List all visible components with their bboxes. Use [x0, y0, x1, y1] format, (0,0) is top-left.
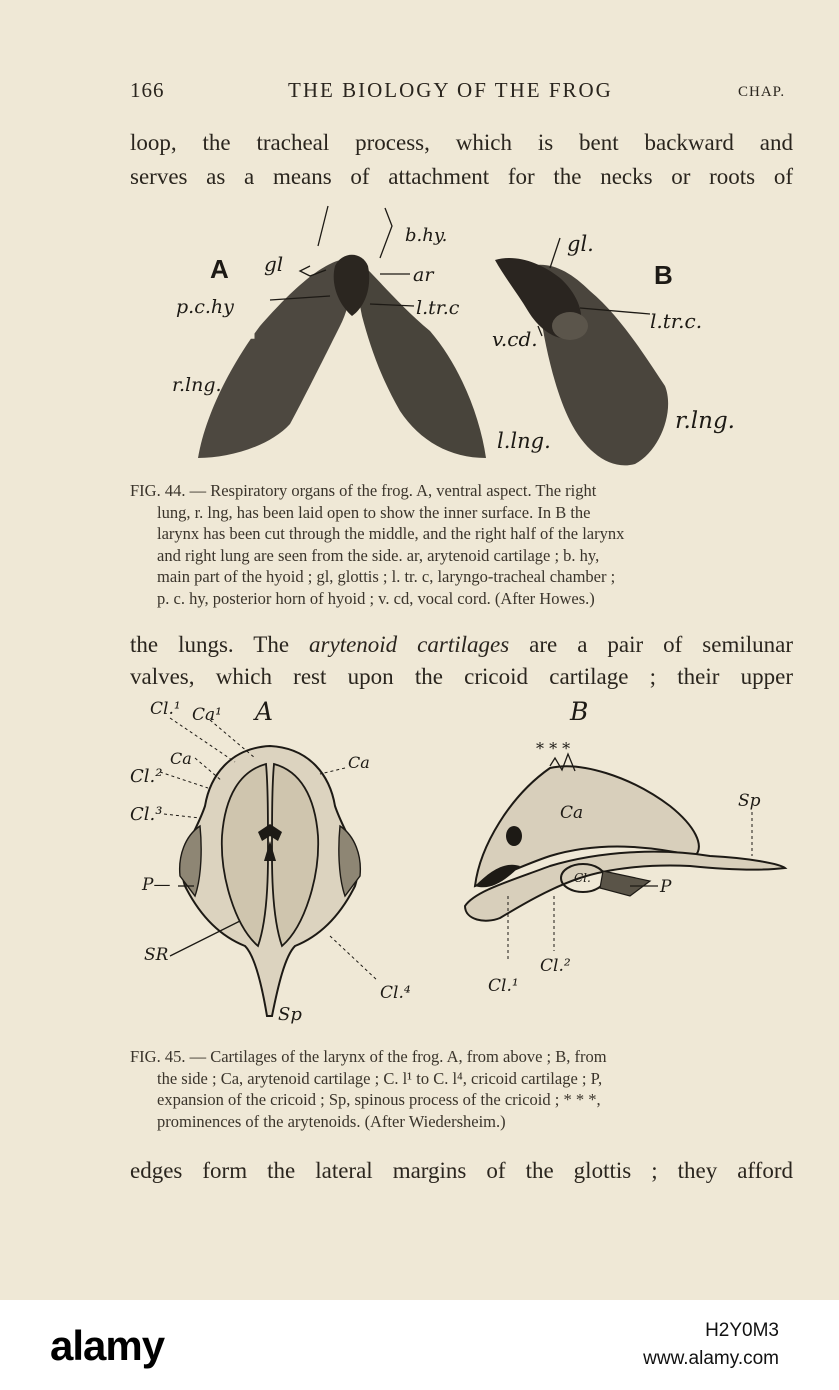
fig44-label-gl: gl: [264, 252, 284, 276]
site-link[interactable]: www.alamy.com: [643, 1348, 779, 1369]
fig45-label-sr: SR: [144, 945, 169, 965]
fig44-lung-left-a: [357, 260, 486, 458]
body-line-1: loop, the tracheal process, which is bent backward and: [130, 130, 793, 155]
caption-line: expansion of the cricoid ; Sp, spinous process of the cricoid ; * * *,: [157, 1090, 601, 1109]
fig45-label-a: A: [255, 697, 274, 726]
fig44-label-gl-b: gl.: [567, 232, 594, 256]
caption-line: lung, r. lng, has been laid open to show the inner surface. In B the: [157, 502, 591, 522]
fig44-label-v-cd: v.cd.: [492, 327, 538, 351]
fig44-label-l-lng: l.lng.: [497, 429, 551, 453]
fig44-label-l-tr-c-b: l.tr.c.: [650, 309, 703, 333]
fig44-label-p-c-hy: p.c.hy: [176, 296, 234, 318]
image-meta: [643, 1320, 779, 1370]
image-id: H2Y0M3: [705, 1320, 779, 1341]
fig45-cricoid-outline-a: [182, 746, 357, 1016]
text-fragment: the lungs.: [130, 632, 234, 657]
fig45-label-cl-b: Cl.: [574, 871, 591, 885]
text-fragment: are a pair of semilunar: [529, 632, 794, 657]
body-line-4: valves, which rest upon the cricoid cartilage ; their upper: [130, 664, 793, 689]
fig45-label-stars: * * *: [536, 739, 571, 758]
fig45-label-p-b: P: [660, 877, 672, 897]
fig45-label-p: P—: [142, 875, 171, 895]
body-line-5: edges form the lateral margins of the glottis ; they afford: [130, 1158, 793, 1183]
brand-logo[interactable]: alamy: [50, 1322, 165, 1369]
caption-line: the side ; Ca, arytenoid cartilage ; C. l¹ to C. l⁴, cricoid cartilage ; P,: [157, 1068, 603, 1088]
fig45-label-cl1: Cl.¹: [150, 699, 181, 719]
running-title: THE BIOLOGY OF THE FROG: [288, 78, 613, 102]
fig44-lung-right-a: [198, 260, 350, 458]
figure-45-caption: [130, 1046, 792, 1132]
fig45-label-ca-right: Ca: [348, 753, 370, 772]
caption-line: p. c. hy, posterior horn of hyoid ; v. cd, vocal cord. (After Howes.): [157, 588, 595, 608]
figure-44-caption: [130, 480, 792, 609]
caption-line: larynx has been cut through the middle, and the right half of the larynx: [157, 524, 625, 543]
fig45-label-cl4: Cl.⁴: [380, 983, 411, 1003]
body-line-3: [130, 632, 793, 658]
fig44-label-a: A: [210, 254, 229, 284]
body-line-2: serves as a means of attachment for the necks or roots of: [130, 164, 793, 189]
fig44-label-b-hy: b.hy.: [405, 225, 448, 246]
caption-line: FIG. 45. — Cartilages of the larynx of the frog. A, from above ; B, from: [130, 1047, 607, 1066]
figure-44-illustration: [130, 196, 790, 476]
fig45-label-cl2: Cl.²: [130, 766, 163, 787]
fig45-label-ca: Ca: [170, 749, 192, 768]
fig45-label-ca-b: Ca: [560, 803, 584, 823]
fig45-label-cl3: Cl.³: [130, 804, 163, 825]
fig44-label-r-lng: r.lng.: [172, 374, 222, 396]
fig44-label-l-tr-c: l.tr.c: [416, 297, 460, 319]
fig45-label-ca1: Ca¹: [192, 705, 222, 725]
fig44-label-r-lng-b: r.lng.: [675, 408, 735, 434]
text-fragment: The: [253, 632, 290, 657]
fig44-label-ar: ar: [413, 264, 434, 286]
caption-line: FIG. 44. — Respiratory organs of the frog. A, ventral aspect. The right: [130, 481, 597, 500]
fig45-label-cl1-b: Cl.¹: [488, 976, 519, 996]
fig44-label-b: B: [654, 260, 673, 290]
caption-line: and right lung are seen from the side. ar, arytenoid cartilage ; b. hy,: [157, 545, 600, 565]
fig45-label-sp: Sp: [278, 1004, 302, 1025]
fig45-label-cl2-b: Cl.²: [540, 956, 571, 976]
stock-footer: [0, 1300, 839, 1390]
caption-line: prominences of the arytenoids. (After Wiedersheim.): [157, 1111, 506, 1131]
figure-45-illustration: [130, 696, 790, 1041]
caption-line: main part of the hyoid ; gl, glottis ; l. tr. c, laryngo-tracheal chamber ;: [157, 567, 616, 586]
page-number: 166: [130, 78, 165, 102]
fig45-label-sp-b: Sp: [738, 791, 761, 811]
chapter-marker: CHAP.: [738, 84, 786, 100]
emphasis-term: arytenoid cartilages: [309, 632, 510, 657]
fig45-label-b: B: [570, 697, 589, 726]
